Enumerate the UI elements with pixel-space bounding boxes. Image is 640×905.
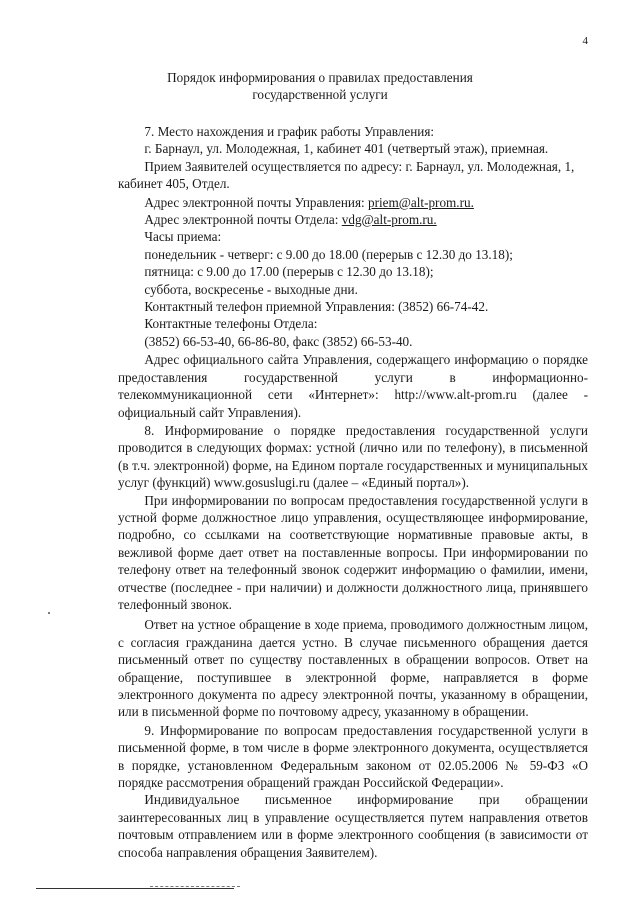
section-8-forms: 8. Информирование о порядке предоставления государственной услуги проводится в следующих формах: устной (лично или по телефону), в письменной (в т.ч. электронной) форме, на Едином портале государственных и муниципальных услуг (функций) www.gosuslugi.ru (далее – «Единый портал»).	[118, 422, 588, 491]
hours-weekend: суббота, воскресенье - выходные дни.	[144, 281, 358, 297]
email-admin-line	[118, 194, 588, 211]
title-line-1: Порядок информирования о правилах предоставления	[167, 70, 473, 85]
phones-dept-label: Контактные телефоны Отдела:	[144, 316, 318, 332]
email-dept-line	[118, 211, 588, 228]
hours-label: Часы приема:	[144, 229, 222, 245]
hours-fri: пятница: с 9.00 до 17.00 (перерыв с 12.30 до 13.18);	[144, 264, 434, 280]
page-number: 4	[582, 35, 588, 47]
email-admin-link[interactable]: priem@alt-prom.ru.	[367, 194, 474, 210]
phones-dept: (3852) 66-53-40, 66-86-80, факс (3852) 66-53-40.	[144, 333, 413, 349]
reception-address: Прием Заявителей осуществляется по адресу: г. Барнаул, ул. Молодежная, 1, кабинет 405, Отдел.	[118, 158, 575, 192]
footnote-rule	[36, 888, 234, 889]
page-title	[0, 70, 640, 103]
section-7-heading: 7. Место нахождения и график работы Управления:	[144, 124, 435, 139]
section-8-oral-reply: Ответ на устное обращение в ходе приема, проводимого должностным лицом, с согласия гражданина дается устно. В случае письменного обращения дается письменный ответ по существу поставленных в обращении вопросов. Ответ на обращение, поступившее в электронной форме, направляется в форме электронного документа по адресу электронной почты, указанному в обращении, или в письменной форме по почтовому адресу, указанному в обращении.	[118, 617, 588, 720]
section-8-oral: При информировании по вопросам предоставления государственной услуги в устной форме должностное лицо управления, осуществляющее информирование, подробно, со ссылками на соответствующие нормативные правовые акты, в вежливой форме дает ответ на поставленные вопросы. При информировании по телефону ответ на телефонный звонок содержит информацию о фамилии, имени, отчестве (последнее - при наличии) и должности должностного лица, принявшего телефонный звонок.	[118, 492, 588, 612]
email-dept-link[interactable]: vdg@alt-prom.ru.	[341, 212, 437, 228]
website-paragraph: Адрес официального сайта Управления, содержащего информацию о порядке предоставления государственной услуги в информационно-телекоммуникационной сети «Интернет»: http://www.alt-prom.ru (далее - официальный сайт Управления).	[118, 352, 588, 420]
section-9-individual: Индивидуальное письменное информирование при обращении заинтересованных лиц в управление осуществляется путем направления ответов почтовым отправлением или в форме электронного сообщения (в зависимости от способа направления обращения Заявителем).	[118, 792, 588, 860]
footnote-rule-dashed	[150, 886, 240, 887]
office-address: г. Барнаул, ул. Молодежная, 1, кабинет 401 (четвертый этаж), приемная.	[144, 141, 549, 157]
email-admin-label: Адрес электронной почты Управления:	[144, 194, 368, 210]
speck-mark	[48, 612, 50, 614]
section-9-written: 9. Информирование по вопросам предоставления государственной услуги в письменной форме, в том числе в форме электронного документа, осуществляется в порядке, установленном Федеральным законом от 02.05.2006 № 59-ФЗ «О порядке рассмотрения обращений граждан Российской Федерации».	[118, 722, 588, 791]
document-body	[118, 123, 588, 861]
hours-mon-thu: понедельник - четверг: с 9.00 до 18.00 (перерыв с 12.30 до 13.18);	[144, 246, 513, 262]
phone-admin: Контактный телефон приемной Управления: (3852) 66-74-42.	[144, 299, 489, 315]
email-dept-label: Адрес электронной почты Отдела:	[144, 212, 342, 228]
title-line-2: государственной услуги	[252, 86, 388, 102]
